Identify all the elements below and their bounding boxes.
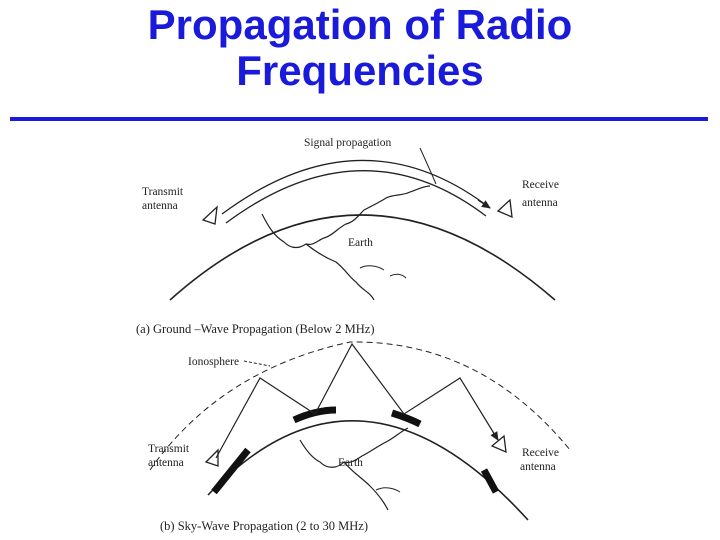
island-a1 (360, 266, 384, 270)
receive-label-a-line2: antenna (522, 197, 558, 209)
receive-antenna-icon-b (492, 436, 506, 452)
signal-path-outer (222, 160, 490, 214)
slide-title-line-1: Propagation of Radio (147, 1, 573, 48)
continent-outline-a (262, 186, 430, 300)
sky-wave-diagram (148, 342, 570, 533)
ionosphere-label: Ionosphere (188, 356, 240, 368)
earth-label-b: Earth (338, 457, 363, 469)
earth-surface-arc-a (170, 215, 555, 300)
ground-segment-1 (214, 450, 248, 492)
transmit-label-a-line1: Transmit (142, 186, 184, 198)
receive-label-b-line1: Receive (522, 447, 560, 459)
caption-b: (b) Sky-Wave Propagation (2 to 30 MHz) (160, 519, 368, 533)
caption-a: (a) Ground –Wave Propagation (Below 2 MHz) (136, 322, 375, 336)
transmit-antenna-icon-a (203, 207, 217, 224)
transmit-label-b-line2: antenna (148, 457, 184, 469)
transmit-label-b-line1: Transmit (148, 443, 190, 455)
signal-arrow-a (478, 200, 490, 208)
receive-label-a-line1: Receive (522, 179, 560, 191)
ground-wave-diagram (136, 137, 559, 336)
signal-propagation-label: Signal propagation (304, 137, 392, 149)
slide-title-line-2: Frequencies (236, 47, 484, 94)
signal-callout-line (420, 148, 436, 184)
island-b1 (376, 488, 400, 492)
continent-outline-b (300, 428, 408, 510)
transmit-label-a-line2: antenna (142, 200, 178, 212)
earth-label-a: Earth (348, 237, 373, 249)
receive-label-b-line2: antenna (520, 461, 556, 473)
island-a2 (390, 274, 406, 278)
ground-segment-3 (392, 413, 420, 424)
earth-surface-arc-b (208, 421, 528, 520)
ground-segment-4 (484, 470, 496, 492)
ionosphere-callout-line (244, 361, 270, 366)
receive-antenna-icon-a (498, 200, 512, 217)
ground-segment-2 (294, 410, 336, 420)
